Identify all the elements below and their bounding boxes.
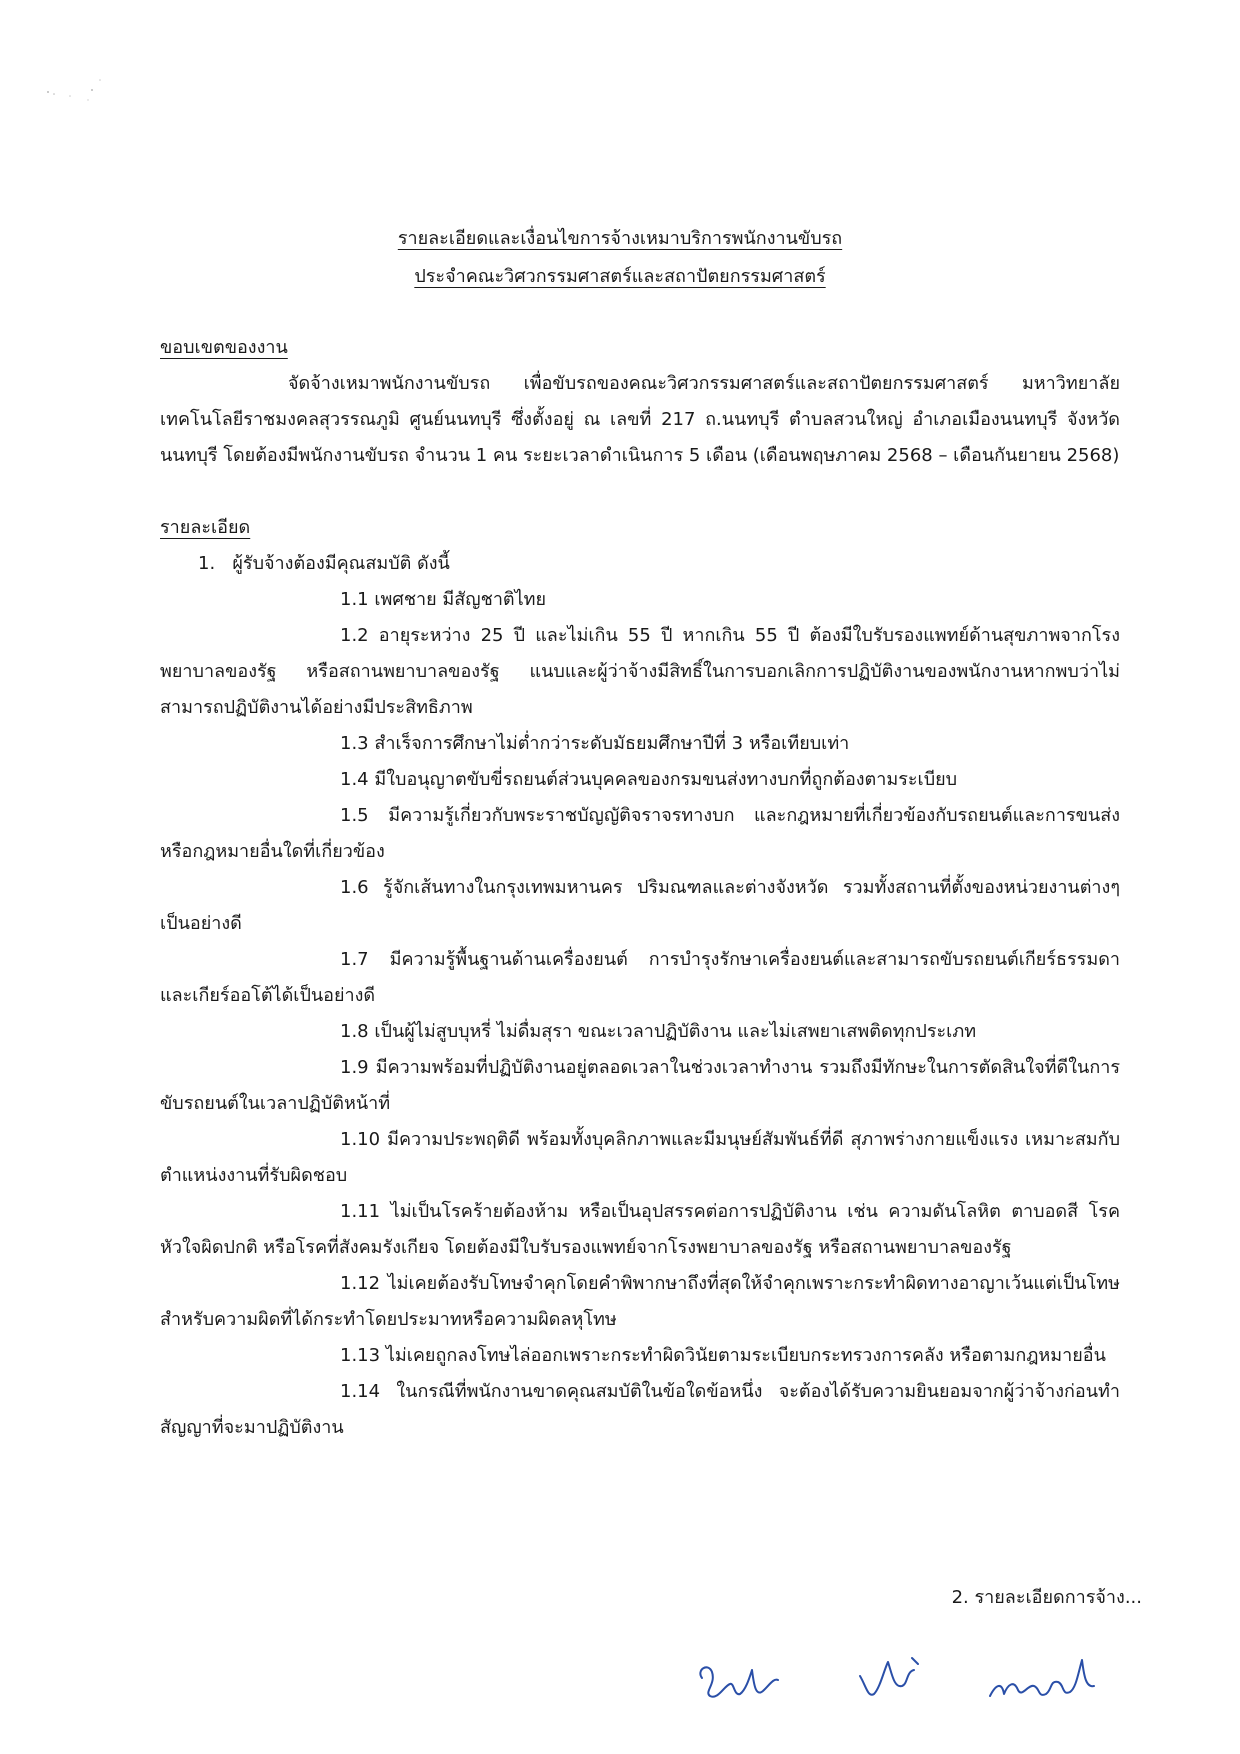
item-text: อายุระหว่าง 25 ปี และไม่เกิน 55 ปี หากเกิน 55 ปี ต้องมีใบรับรองแพทย์ด้านสุขภาพจากโรงพยาบาลของรัฐ หรือสถานพยาบาลของรัฐ แนบและผู้ว่าจ้างมีสิทธิ์ในการบอกเลิกการปฏิบัติงานของพนักงานหากพบว่าไม่สามารถปฏิบัติงานได้อย่างมีประสิทธิภาพ — [160, 625, 1120, 718]
item-number: 1.4 — [340, 769, 369, 790]
list-item — [160, 870, 1120, 942]
item-text: มีความรู้เกี่ยวกับพระราชบัญญัติจราจรทางบก และกฎหมายที่เกี่ยวข้องกับรถยนต์และการขนส่ง หรือกฎหมายอื่นใดที่เกี่ยวข้อง — [160, 805, 1120, 862]
document-body — [160, 330, 1120, 1446]
list-item — [160, 582, 1120, 618]
clause-number: 1. — [198, 553, 216, 574]
item-number: 1.3 — [340, 733, 369, 754]
list-item — [160, 762, 1120, 798]
item-number: 1.12 — [340, 1273, 381, 1294]
signature-2 — [860, 1658, 918, 1695]
list-item — [160, 1338, 1120, 1374]
item-text: ไม่เป็นโรคร้ายต้องห้าม หรือเป็นอุปสรรคต่อการปฏิบัติงาน เช่น ความดันโลหิต ตาบอดสี โรคหัวใจผิดปกติ หรือโรคที่สังคมรังเกียจ โดยต้องมีใบรับรองแพทย์จากโรงพยาบาลของรัฐ หรือสถานพยาบาลของรัฐ — [160, 1201, 1120, 1258]
clause-1 — [160, 546, 1120, 582]
item-number: 1.2 — [340, 625, 369, 646]
title-line-2: ประจำคณะวิศวกรรมศาสตร์และสถาปัตยกรรมศาสตร์ — [414, 266, 826, 287]
item-number: 1.13 — [340, 1345, 381, 1366]
item-number: 1.1 — [340, 589, 369, 610]
item-number: 1.5 — [340, 805, 369, 826]
list-item — [160, 798, 1120, 870]
item-text: มีความประพฤติดี พร้อมทั้งบุคลิกภาพและมีมนุษย์สัมพันธ์ที่ดี สุภาพร่างกายแข็งแรง เหมาะสมกับตำแหน่งงานที่รับผิดชอบ — [160, 1129, 1120, 1186]
title-line-1: รายละเอียดและเงื่อนไขการจ้างเหมาบริการพนักงานขับรถ — [397, 228, 843, 249]
qualification-list — [160, 582, 1120, 1446]
item-number: 1.10 — [340, 1129, 381, 1150]
list-item — [160, 1374, 1120, 1446]
item-text: ในกรณีที่พนักงานขาดคุณสมบัติในข้อใดข้อหนึ่ง จะต้องได้รับความยินยอมจากผู้ว่าจ้างก่อนทำสัญญาที่จะมาปฏิบัติงาน — [160, 1381, 1120, 1438]
scan-artifact — [40, 70, 130, 110]
item-text: ไม่เคยถูกลงโทษไล่ออกเพราะกระทำผิดวินัยตามระเบียบกระทรวงการคลัง หรือตามกฎหมายอื่น — [385, 1345, 1106, 1366]
item-text: สำเร็จการศึกษาไม่ต่ำกว่าระดับมัธยมศึกษาปีที่ 3 หรือเทียบเท่า — [374, 733, 850, 754]
item-text: เป็นผู้ไม่สูบบุหรี่ ไม่ดื่มสุรา ขณะเวลาปฏิบัติงาน และไม่เสพยาเสพติดทุกประเภท — [374, 1021, 977, 1042]
item-text: มีใบอนุญาตขับขี่รถยนต์ส่วนบุคคลของกรมขนส่งทางบกที่ถูกต้องตามระเบียบ — [374, 769, 958, 790]
list-item — [160, 1194, 1120, 1266]
item-number: 1.9 — [340, 1057, 369, 1078]
item-text: มีความพร้อมที่ปฏิบัติงานอยู่ตลอดเวลาในช่วงเวลาทำงาน รวมถึงมีทักษะในการตัดสินใจที่ดีในการขับรถยนต์ในเวลาปฏิบัติหน้าที่ — [160, 1057, 1120, 1114]
list-item — [160, 942, 1120, 1014]
clause-title: ผู้รับจ้างต้องมีคุณสมบัติ ดังนี้ — [232, 553, 450, 574]
scope-heading: ขอบเขตของงาน — [160, 337, 288, 358]
signature-1 — [700, 1667, 778, 1696]
details-heading: รายละเอียด — [160, 517, 251, 538]
list-item — [160, 726, 1120, 762]
item-text: ไม่เคยต้องรับโทษจำคุกโดยคำพิพากษาถึงที่สุดให้จำคุกเพราะกระทำผิดทางอาญาเว้นแต่เป็นโทษสำหรับความผิดที่ได้กระทำโดยประมาทหรือความผิดลหุโทษ — [160, 1273, 1120, 1330]
signature-3 — [990, 1660, 1094, 1696]
continuation-note: 2. รายละเอียดการจ้าง... — [951, 1587, 1142, 1608]
item-text: มีความรู้พื้นฐานด้านเครื่องยนต์ การบำรุงรักษาเครื่องยนต์และสามารถขับรถยนต์เกียร์ธรรมดาและเกียร์ออโต้ได้เป็นอย่างดี — [160, 949, 1120, 1006]
item-number: 1.6 — [340, 877, 369, 898]
scope-paragraph: จัดจ้างเหมาพนักงานขับรถ เพื่อขับรถของคณะวิศวกรรมศาสตร์และสถาปัตยกรรมศาสตร์ มหาวิทยาลัยเทคโนโลยีราชมงคลสุวรรณภูมิ ศูนย์นนทบุรี ซึ่งตั้งอยู่ ณ เลขที่ 217 ถ.นนทบุรี ตำบลสวนใหญ่ อำเภอเมืองนนทบุรี จังหวัดนนทบุรี โดยต้องมีพนักงานขับรถ จำนวน 1 คน ระยะเวลาดำเนินการ 5 เดือน (เดือนพฤษภาคม 2568 – เดือนกันยายน 2568) — [160, 373, 1120, 466]
item-number: 1.7 — [340, 949, 369, 970]
document-title — [0, 220, 1240, 296]
list-item — [160, 1266, 1120, 1338]
list-item — [160, 1014, 1120, 1050]
item-text: รู้จักเส้นทางในกรุงเทพมหานคร ปริมณฑลและต่างจังหวัด รวมทั้งสถานที่ตั้งของหน่วยงานต่างๆ เป็นอย่างดี — [160, 877, 1120, 934]
list-item — [160, 1050, 1120, 1122]
item-text: เพศชาย มีสัญชาติไทย — [374, 589, 547, 610]
item-number: 1.8 — [340, 1021, 369, 1042]
signature-initials — [690, 1640, 1150, 1720]
item-number: 1.11 — [340, 1201, 381, 1222]
item-number: 1.14 — [340, 1381, 381, 1402]
list-item — [160, 1122, 1120, 1194]
list-item — [160, 618, 1120, 726]
